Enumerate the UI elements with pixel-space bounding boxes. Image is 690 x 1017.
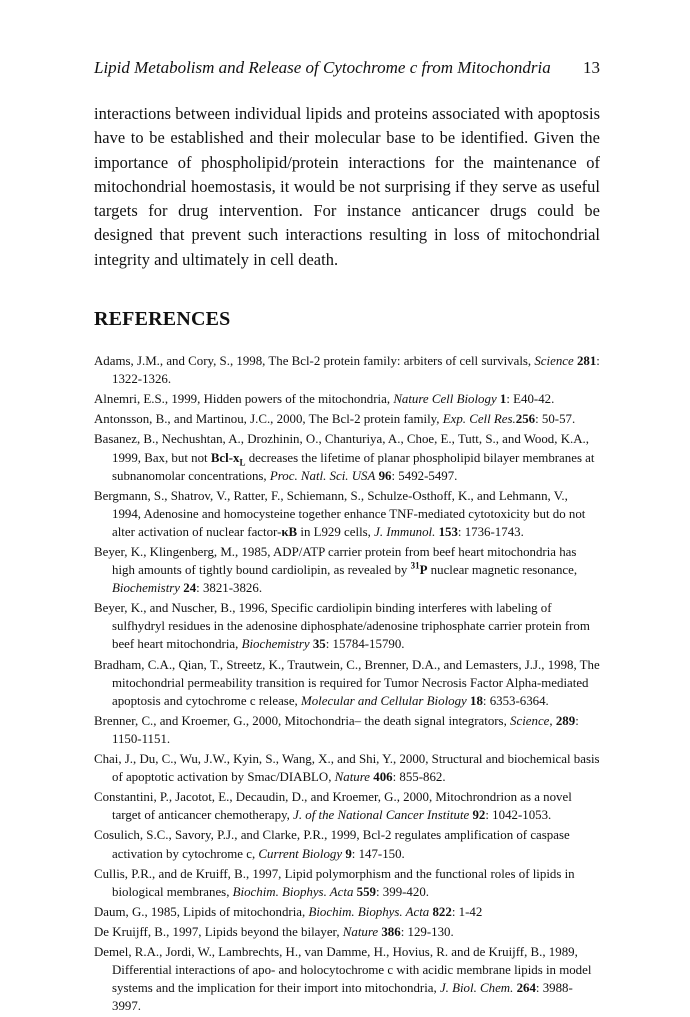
- reference-after: : 3821-3826.: [196, 581, 263, 596]
- reference-sup: 31: [410, 560, 420, 571]
- page-number: 13: [583, 58, 600, 77]
- reference-after: : 147-150.: [351, 846, 405, 861]
- reference-list: [94, 352, 600, 1015]
- reference-entry: [94, 826, 600, 862]
- reference-before: Constantini, P., Jacotot, E., Decaudin, D., and Kroemer, G., 2000, Mitochrondrion as a novel target of anticancer chemotherapy,: [94, 790, 572, 823]
- reference-volume: 256: [515, 412, 536, 427]
- reference-entry: [94, 943, 600, 1015]
- reference-entry: [94, 923, 600, 941]
- reference-entry: [94, 712, 600, 748]
- reference-after: : 129-130.: [400, 924, 454, 939]
- reference-journal: Science: [534, 354, 574, 369]
- reference-journal: Current Biology: [258, 846, 343, 861]
- reference-after: : 855-862.: [392, 770, 446, 785]
- page: [94, 58, 600, 1017]
- reference-after: : 1-42: [451, 904, 483, 919]
- reference-volume: 281: [576, 354, 597, 369]
- reference-before: Bergmann, S., Shatrov, V., Ratter, F., Schiemann, S., Schulze-Osthoff, K., and Lehmann, V., 1994, Adenosine and homocysteine together enhance TNF-mediated cytotoxicity but do not alter activation of nuclear factor-: [94, 488, 586, 539]
- reference-after: : 50-57.: [535, 412, 576, 427]
- reference-after: : 1736-1743.: [457, 524, 524, 539]
- reference-special: P: [419, 563, 428, 578]
- reference-after: : 3988-3997.: [112, 981, 573, 1014]
- reference-before: Alnemri, E.S., 1999, Hidden powers of the mitochondria,: [94, 392, 394, 407]
- reference-before: Beyer, K., Klingenberg, M., 1985, ADP/ATP carrier protein from beef heart mitochondria has high amounts of tightly bound cardiolipin, as revealed by: [94, 545, 577, 578]
- reference-entry: [94, 543, 600, 597]
- reference-special: Bcl-x: [210, 450, 240, 465]
- reference-entry: [94, 903, 600, 921]
- reference-entry: [94, 599, 600, 653]
- reference-volume: 1: [499, 392, 507, 407]
- reference-before: in L929 cells,: [297, 524, 375, 539]
- reference-special: κB: [281, 524, 298, 539]
- reference-before: Antonsson, B., and Martinou, J.C., 2000, The Bcl-2 protein family,: [94, 412, 443, 427]
- reference-before: De Kruijff, B., 1997, Lipids beyond the bilayer,: [94, 924, 343, 939]
- reference-after: : 1042-1053.: [485, 808, 552, 823]
- reference-entry: [94, 750, 600, 786]
- reference-entry: [94, 656, 600, 710]
- reference-journal: Nature: [334, 770, 371, 785]
- reference-before: Beyer, K., and Nuscher, B., 1996, Specific cardiolipin binding interferes with labeling of sulfhydryl residues in the adenosine diphosphate/adenosine triphosphate carrier protein from beef heart mitochondria,: [94, 601, 590, 652]
- reference-before: Chai, J., Du, C., Wu, J.W., Kyin, S., Wang, X., and Shi, Y., 2000, Structural and biochemical basis of apoptotic activation by Smac/DIABLO,: [94, 752, 600, 785]
- reference-after: : 1322-1326.: [112, 354, 600, 387]
- reference-entry: [94, 410, 600, 428]
- reference-volume: 96: [378, 468, 392, 483]
- reference-journal: Nature Cell Biology: [393, 392, 497, 407]
- reference-entry: [94, 430, 600, 484]
- references-heading: REFERENCES: [94, 308, 231, 331]
- reference-entry: [94, 788, 600, 824]
- reference-journal: Biochemistry: [241, 637, 310, 652]
- reference-journal: J. Biol. Chem.: [439, 981, 514, 996]
- reference-after: : 15784-15790.: [325, 637, 405, 652]
- reference-before: Brenner, C., and Kroemer, G., 2000, Mitochondria– the death signal integrators,: [94, 713, 511, 728]
- reference-before: Demel, R.A., Jordi, W., Lambrechts, H., van Damme, H., Hovius, R. and de Kruijff, B., 1989, Differential interactions of apo- and holocytochrome c with acidic membrane lipids in model systems and the implication for their import into mitochondria,: [94, 944, 592, 996]
- reference-before: Adams, J.M., and Cory, S., 1998, The Bcl-2 protein family: arbiters of cell survivals,: [94, 354, 535, 369]
- reference-entry: [94, 352, 600, 388]
- reference-entry: [94, 487, 600, 541]
- reference-volume: 406: [373, 770, 393, 785]
- reference-after: : 5492-5497.: [391, 468, 458, 483]
- reference-journal: Molecular and Cellular Biology: [301, 693, 467, 708]
- reference-volume: 35: [312, 637, 326, 652]
- reference-entry: [94, 390, 600, 408]
- reference-volume: 9: [345, 846, 352, 861]
- reference-journal: J. Immunol.: [374, 524, 436, 539]
- reference-before: Cosulich, S.C., Savory, P.J., and Clarke, P.R., 1999, Bcl-2 regulates amplification of caspase activation by cytochrome c,: [94, 828, 570, 861]
- reference-volume: 92: [472, 808, 486, 823]
- reference-journal: J. of the National Cancer Institute: [293, 808, 470, 823]
- reference-journal: Nature: [342, 924, 379, 939]
- reference-journal: Proc. Natl. Sci. USA: [269, 468, 376, 483]
- reference-journal: Science,: [510, 713, 553, 728]
- reference-before: nuclear magnetic resonance,: [427, 563, 578, 578]
- reference-after: : 399-420.: [376, 884, 429, 899]
- reference-after: : E40-42.: [506, 392, 555, 407]
- reference-volume: 153: [438, 524, 458, 539]
- reference-before: Bradham, C.A., Qian, T., Streetz, K., Trautwein, C., Brenner, D.A., and Lemasters, J.J., 1998, The mitochondrial permeability transition is required for Tumor Necrosis Factor Alpha-mediated apoptosis and cytochrome c release,: [94, 657, 600, 708]
- reference-volume: 386: [381, 924, 401, 939]
- reference-volume: 822: [432, 904, 452, 919]
- reference-journal: Exp. Cell Res.: [442, 412, 516, 427]
- reference-journal: Biochemistry: [112, 581, 181, 596]
- running-title: Lipid Metabolism and Release of Cytochrome c from Mitochondria: [94, 58, 551, 77]
- reference-before: Basanez, B., Nechushtan, A., Drozhinin, O., Chanturiya, A., Choe, E., Tutt, S., and Wood, K.A., 1999, Bax, but not: [94, 432, 589, 465]
- running-header: [94, 58, 600, 78]
- reference-volume: 18: [470, 693, 483, 708]
- reference-journal: Biochim. Biophys. Acta: [232, 884, 354, 899]
- reference-before: Daum, G., 1985, Lipids of mitochondria,: [94, 904, 309, 919]
- reference-after: : 1150-1151.: [112, 713, 579, 746]
- body-paragraph: interactions between individual lipids and proteins associated with apoptosis have to be established and their molecular base to be identified. Given the importance of phospholipid/protein interactions for the maintenance of mitochondrial hoemostasis, it would be not surprising if they serve as useful targets for drug intervention. For instance anticancer drugs could be designed that prevent such interactions resulting in loss of mitochondrial integrity and ultimately in cell death.: [94, 104, 600, 269]
- reference-volume: 289: [555, 713, 576, 728]
- reference-after: : 6353-6364.: [482, 693, 549, 708]
- reference-volume: 24: [183, 581, 197, 596]
- reference-volume: 559: [356, 884, 376, 899]
- reference-journal: Biochim. Biophys. Acta: [308, 904, 430, 919]
- reference-volume: 264: [516, 981, 536, 996]
- reference-sub: L: [239, 457, 246, 468]
- reference-before: Cullis, P.R., and de Kruiff, B., 1997, Lipid polymorphism and the functional roles of lipids in biological membranes,: [94, 866, 575, 899]
- reference-before: decreases the lifetime of planar phospholipid bilayer membranes at subnanomolar concentrations,: [112, 450, 595, 483]
- reference-entry: [94, 865, 600, 901]
